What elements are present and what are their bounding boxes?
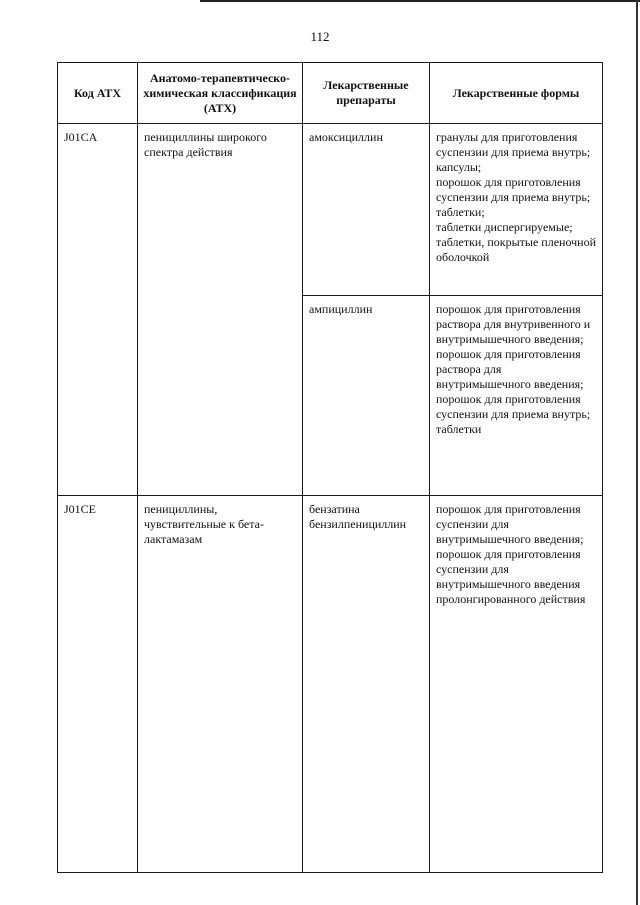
drug-cell [303,496,430,873]
forms-cell [430,124,603,296]
drug-name: ампициллин [309,302,373,316]
table-row [58,124,603,296]
table-header-row [58,63,603,124]
header-atc-code: Код АТХ [58,63,138,124]
drug-name: амоксициллин [309,130,383,144]
dosage-forms: порошок для приготовления раствора для внутривенного и внутримышечного введения; порошок для приготовления раствора для внутримышечного введения; порошок для приготовления суспензии для приема внутрь; таблетки [436,302,591,436]
scan-edge-top [200,0,640,2]
classification-cell [138,124,303,496]
atc-code: J01CE [64,502,97,516]
header-drugs: Лекарственные препараты [303,63,430,124]
atc-table [57,62,603,873]
classification: пенициллины, чувствительные к бета-лактамазам [144,502,264,546]
classification: пенициллины широкого спектра действия [144,130,267,159]
forms-cell [430,296,603,496]
drug-name: бензатина бензилпенициллин [309,502,407,531]
atc-code-cell [58,124,138,496]
header-atc-classification: Анатомо-терапевтическо-химическая классификация (АТХ) [138,63,303,124]
drug-cell [303,124,430,296]
forms-cell [430,496,603,873]
header-dosage-forms: Лекарственные формы [430,63,603,124]
atc-code: J01CA [64,130,98,144]
page-number: 112 [310,29,330,44]
dosage-forms: гранулы для приготовления суспензии для приема внутрь; капсулы; порошок для приготовления суспензии для приема внутрь; таблетки; таблетки диспергируемые; таблетки, покрытые пленочной оболочкой [436,130,597,264]
classification-cell [138,496,303,873]
drug-cell [303,296,430,496]
atc-code-cell [58,496,138,873]
table-row [58,496,603,873]
scan-edge-right [636,0,638,905]
dosage-forms: порошок для приготовления суспензии для внутримышечного введения; порошок для приготовления суспензии для внутримышечного введения пролонгированного действия [436,502,586,606]
